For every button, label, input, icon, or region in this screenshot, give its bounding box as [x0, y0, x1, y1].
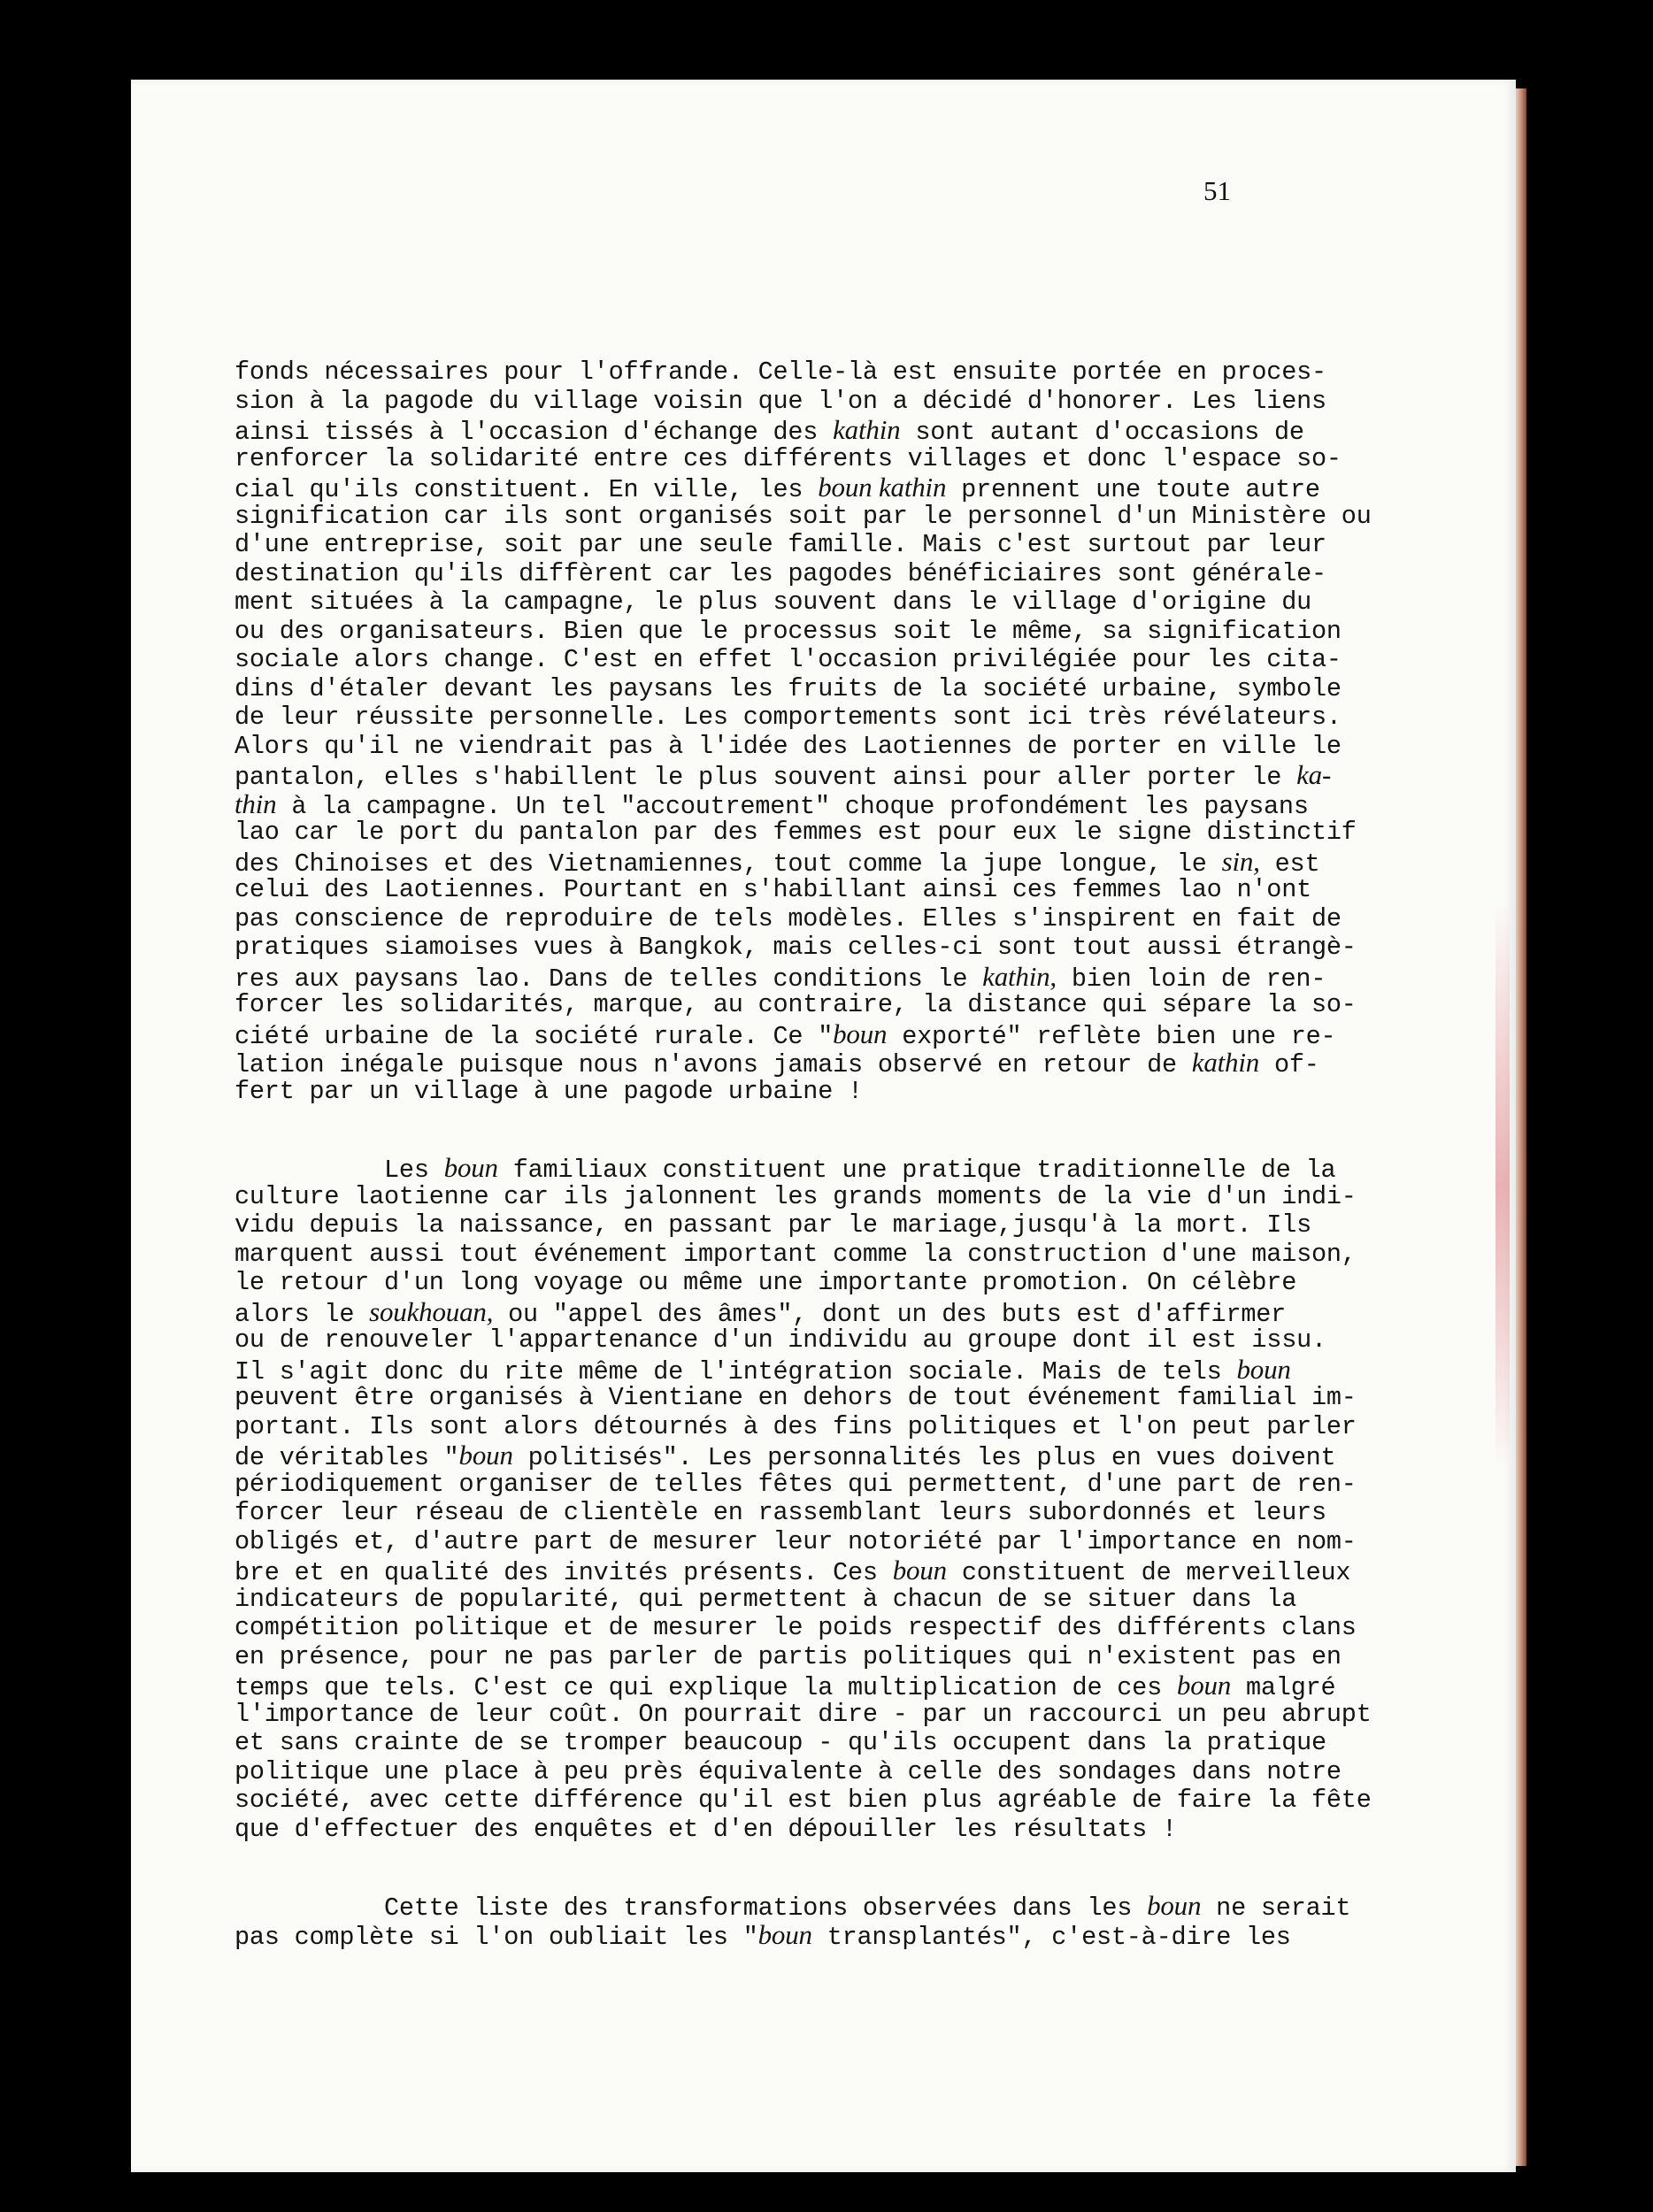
text-segment: ou des organisateurs. Bien que le processus soit le même, sa signification [234, 616, 1342, 646]
text-segment: sion à la pagode du village voisin que l'on a décidé d'honorer. Les liens [234, 386, 1326, 416]
text-line [234, 1643, 1341, 1672]
text-line [234, 1469, 1357, 1500]
text-segment: l'importance de leur coût. On pourrait dire - par un raccourci un peu abrupt [234, 1699, 1372, 1729]
text-segment: est [1259, 849, 1320, 879]
text-line [234, 675, 1341, 704]
text-segment: Il s'agit donc du rite même de l'intégration sociale. Mais de tels [234, 1356, 1237, 1386]
text-segment: indicateurs de popularité, qui permettent à chacun de se situer dans la [234, 1584, 1297, 1614]
text-segment: res aux paysans lao. Dans de telles conditions le [234, 964, 983, 994]
text-segment: prennent une toute autre [946, 475, 1320, 504]
paragraph [234, 357, 1372, 1106]
text-line [234, 1383, 1357, 1413]
text-segment: forcer leur réseau de clientèle en rassemblant leurs subordonnés et leurs [234, 1498, 1326, 1527]
text-line [234, 618, 1341, 647]
paragraph-gap [234, 1106, 1341, 1154]
text-segment: forcer les solidarités, marque, au contraire, la distance qui sépare la so- [234, 990, 1357, 1019]
text-line [234, 1613, 1357, 1643]
text-line [234, 560, 1341, 589]
text-segment: pas conscience de reproduire de tels modèles. Elles s'inspirent en fait de [234, 903, 1342, 933]
italic-term: boun [757, 1918, 812, 1950]
italic-term: kathin [833, 414, 901, 445]
italic-term: boun [833, 1018, 888, 1049]
text-segment: lao car le port du pantalon par des femmes est pour eux le signe distinctif [234, 818, 1357, 847]
text-line [234, 703, 1341, 733]
text-segment: temps que tels. C'est ce qui explique la multiplication de ces [234, 1673, 1177, 1702]
text-segment: lation inégale puisque nous n'avons jamais observé en retour de [234, 1050, 1192, 1079]
text-segment: alors le [234, 1299, 370, 1329]
text-line [234, 501, 1372, 532]
text-segment: cial qu'ils constituent. En ville, les [234, 475, 819, 504]
text-line [234, 1441, 1341, 1471]
italic-term: boun [443, 1152, 498, 1183]
text-line [234, 845, 1341, 879]
body-text [234, 357, 1372, 1952]
text-line [234, 445, 1341, 474]
text-segment: dins d'étaler devant les paysans les fruits de la société urbaine, symbole [234, 673, 1342, 703]
text-segment: familiaux constituent une pratique traditionnelle de la [497, 1156, 1336, 1185]
italic-term: boun [1147, 1890, 1202, 1921]
text-segment: politisés". Les personnalités les plus en vues doivent [512, 1443, 1336, 1472]
text-segment: société, avec cette différence qu'il est bien plus agréable de faire la fête [234, 1786, 1372, 1815]
text-segment: pratiques siamoises vues à Bangkok, mais celles-ci sont tout aussi étrangè- [234, 933, 1357, 962]
text-segment: bien loin de ren- [1056, 964, 1326, 994]
text-segment: malgré [1231, 1673, 1336, 1702]
text-segment: fonds nécessaires pour l'offrande. Celle-là est ensuite portée en proces- [234, 357, 1326, 387]
text-segment: renforcer la solidarité entre ces différents villages et donc l'espace so- [234, 443, 1342, 473]
italic-term: soukhouan, [369, 1295, 494, 1327]
text-line [234, 1411, 1357, 1442]
text-line [234, 358, 1341, 388]
text-segment: des Chinoises et des Vietnamiennes, tout comme la jupe longue, le [234, 849, 1222, 879]
text-line [234, 905, 1341, 934]
text-line [234, 761, 1341, 790]
text-segment: ne serait [1201, 1893, 1351, 1923]
text-line [234, 1671, 1341, 1701]
text-line [234, 646, 1341, 675]
paragraph [234, 1152, 1372, 1844]
text-segment: politique une place à peu près équivalente à celle des sondages dans notre [234, 1756, 1342, 1786]
text-segment: marquent aussi tout événement important comme la construction d'une maison, [234, 1239, 1357, 1269]
page-edge [1516, 88, 1526, 2166]
text-line [234, 1918, 1341, 1952]
text-line [234, 1269, 1341, 1298]
text-segment: périodiquement organiser de telles fêtes qui permettent, d'une part de ren- [234, 1469, 1357, 1499]
text-line [234, 1890, 1351, 1923]
italic-term: boun [892, 1555, 947, 1586]
text-segment: constituent de merveilleux [946, 1558, 1351, 1587]
text-line [234, 473, 1341, 503]
italic-term: ka- [1296, 759, 1332, 790]
text-segment: Cette liste des transformations observées dans les [234, 1893, 1148, 1923]
text-segment: culture laotienne car ils jalonnent les grands moments de la vie d'un indi- [234, 1181, 1357, 1211]
text-segment: le retour d'un long voyage ou même une importante promotion. On célèbre [234, 1268, 1297, 1297]
text-line [234, 933, 1357, 963]
text-segment: de véritables " [234, 1443, 459, 1472]
text-line [234, 1078, 1341, 1107]
text-line [234, 1699, 1372, 1730]
text-segment: pas complète si l'on oubliait les " [234, 1922, 758, 1952]
text-line [234, 1499, 1341, 1528]
text-segment: en présence, pour ne pas parler de partis politiques qui n'existent pas en [234, 1641, 1342, 1671]
text-segment: que d'effectuer des enquêtes et d'en dépouiller les résultats ! [234, 1814, 1177, 1844]
text-line [234, 1181, 1357, 1212]
italic-term: kathin [1191, 1047, 1260, 1078]
text-segment: sociale alors change. C'est en effet l'occasion privilégiée pour les cita- [234, 645, 1342, 674]
text-line [234, 876, 1341, 905]
text-line [234, 1353, 1341, 1386]
text-segment: compétition politique et de mesurer le poids respectif des différents clans [234, 1613, 1357, 1642]
text-segment: et sans crainte de se tromper beaucoup - qu'ils occupent dans la pratique [234, 1728, 1326, 1757]
paragraph-gap [234, 1844, 1341, 1892]
text-line [234, 1729, 1341, 1758]
text-segment: exporté" reflète bien une re- [887, 1021, 1336, 1051]
text-line [234, 1758, 1341, 1787]
page-number: 51 [1203, 175, 1231, 206]
text-line [234, 388, 1341, 417]
text-line [234, 416, 1341, 445]
text-line [234, 1526, 1357, 1557]
italic-term: boun [1236, 1353, 1291, 1385]
text-line [234, 588, 1341, 618]
text-segment: vidu depuis la naissance, en passant par le mariage,jusqu'à la mort. Ils [234, 1210, 1312, 1240]
paragraph [234, 1890, 1351, 1952]
text-line [234, 1586, 1341, 1615]
text-segment: pantalon, elles s'habillent le plus souvent ainsi pour aller porter le [234, 763, 1297, 792]
text-line [234, 1555, 1351, 1587]
italic-term: boun [458, 1440, 513, 1471]
text-line [234, 1048, 1341, 1078]
text-segment: bre et en qualité des invités présents. Ces [234, 1558, 893, 1587]
text-segment: à la campagne. Un tel "accoutrement" choque profondément les paysans [276, 791, 1309, 821]
italic-term: boun kathin [818, 472, 947, 503]
text-segment: celui des Laotiennes. Pourtant en s'habillant ainsi ces femmes lao n'ont [234, 875, 1312, 904]
italic-term: boun [1176, 1670, 1232, 1701]
text-line [234, 1326, 1341, 1356]
text-line [234, 960, 1341, 994]
text-segment: ciété urbaine de la société rurale. Ce " [234, 1021, 834, 1051]
text-segment: ou "appel des âmes", dont un des buts est d'affirmer [493, 1299, 1287, 1329]
text-line [234, 1239, 1357, 1270]
text-segment: transplantés", c'est-à-dire les [811, 1922, 1291, 1952]
text-segment: obligés et, d'autre part de mesurer leur notoriété par l'importance en nom- [234, 1526, 1357, 1556]
text-line [234, 1211, 1341, 1240]
text-segment: Alors qu'il ne viendrait pas à l'idée des Laotiennes de porter en ville le [234, 731, 1342, 761]
text-line [234, 1020, 1341, 1049]
text-line [234, 1816, 1341, 1845]
text-segment: signification car ils sont organisés soit par le personnel d'un Ministère ou [234, 501, 1372, 531]
text-line [234, 733, 1341, 762]
text-line [234, 1786, 1372, 1816]
italic-term: thin [234, 787, 277, 819]
text-segment: ment situées à la campagne, le plus souvent dans le village d'origine du [234, 588, 1312, 617]
text-line [234, 818, 1357, 848]
italic-term: sin, [1221, 845, 1260, 877]
text-line [234, 990, 1357, 1020]
text-segment: peuvent être organisés à Vientiane en dehors de tout événement familial im- [234, 1383, 1357, 1412]
text-segment: Les [234, 1156, 444, 1185]
text-segment: portant. Ils sont alors détournés à des fins politiques et l'on peut parler [234, 1411, 1357, 1441]
text-segment: ainsi tissés à l'occasion d'échange des [234, 418, 834, 447]
text-line [234, 1295, 1341, 1329]
text-line [234, 531, 1341, 560]
italic-term: kathin, [982, 960, 1057, 992]
text-line [234, 787, 1341, 821]
text-segment: de leur réussite personnelle. Les comportements sont ici très révélateurs. [234, 703, 1342, 732]
red-bleed-through [1495, 902, 1510, 1469]
text-segment: destination qu'ils diffèrent car les pagodes bénéficiaires sont générale- [234, 558, 1326, 588]
text-segment: fert par un village à une pagode urbaine ! [234, 1076, 863, 1106]
text-segment: of- [1259, 1050, 1319, 1079]
text-segment: ou de renouveler l'appartenance d'un individu au groupe dont il est issu. [234, 1325, 1326, 1355]
text-segment: sont autant d'occasions de [900, 418, 1304, 447]
text-segment: d'une entreprise, soit par une seule famille. Mais c'est surtout par leur [234, 530, 1326, 559]
text-line [234, 1154, 1341, 1183]
